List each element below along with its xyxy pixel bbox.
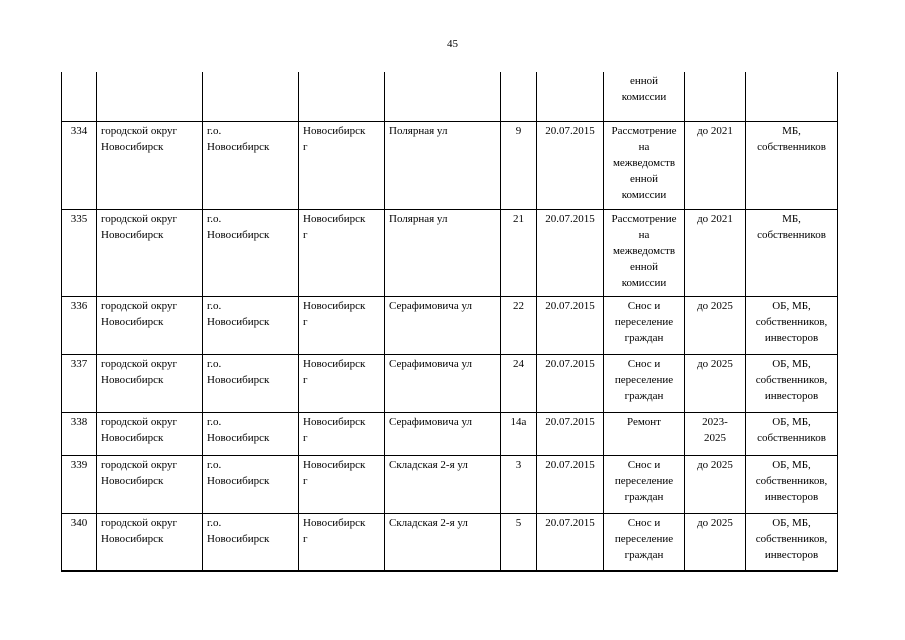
locality-line: г [303, 315, 308, 328]
cell-settlement [203, 72, 299, 121]
cell-district [97, 354, 203, 412]
cell-settlement [203, 354, 299, 412]
measure-line: комиссии [621, 276, 667, 289]
measure-line: переселение [614, 474, 674, 487]
settlement-line: г.о. [207, 357, 222, 370]
measure-line: граждан [624, 548, 664, 561]
cell-house: 21 [501, 209, 537, 296]
district-line: Новосибирск [101, 373, 164, 386]
measure-line: Снос и [627, 299, 661, 312]
district-line: городской округ [101, 212, 178, 225]
cell-measure [604, 354, 685, 412]
cell-district [97, 121, 203, 209]
cell-num: 337 [62, 354, 97, 412]
cell-district [97, 296, 203, 354]
sources-line: ОБ, МБ, [772, 357, 811, 370]
locality-line: Новосибирск [303, 415, 366, 428]
cell-measure [604, 412, 685, 455]
measure-line: на [638, 228, 650, 241]
cell-locality [299, 513, 385, 571]
locality-line: г [303, 373, 308, 386]
term-line: до 2021 [697, 124, 733, 137]
cell-locality [299, 412, 385, 455]
cell-street: Серафимовича ул [385, 412, 501, 455]
measure-line: Ремонт [626, 415, 661, 428]
locality-line: Новосибирск [303, 124, 366, 137]
table-row-continuation [62, 72, 838, 121]
measure-line: переселение [614, 373, 674, 386]
term-line: 2023- [702, 415, 728, 428]
settlement-line: г.о. [207, 415, 222, 428]
locality-line: г [303, 532, 308, 545]
measure-line: Снос и [627, 458, 661, 471]
settlement-line: г.о. [207, 516, 222, 529]
settlement-line: Новосибирск [207, 532, 270, 545]
sources-line: собственников, [755, 532, 828, 545]
table-row [62, 412, 838, 455]
cell-house: 14а [501, 412, 537, 455]
district-line: городской округ [101, 415, 178, 428]
cell-locality [299, 209, 385, 296]
table-row [62, 121, 838, 209]
sources-line: ОБ, МБ, [772, 299, 811, 312]
cell-num: 338 [62, 412, 97, 455]
sources-line: собственников, [755, 315, 828, 328]
district-line: городской округ [101, 516, 178, 529]
cell-district [97, 455, 203, 513]
settlement-line: Новосибирск [207, 140, 270, 153]
settlement-line: Новосибирск [207, 431, 270, 444]
measure-line: Снос и [627, 357, 661, 370]
sources-line: инвесторов [764, 331, 819, 344]
measure-line: енной [629, 172, 659, 185]
cell-measure [604, 72, 685, 121]
cell-settlement [203, 121, 299, 209]
cell-measure [604, 455, 685, 513]
sources-line: собственников, [755, 474, 828, 487]
term-line: до 2025 [697, 357, 733, 370]
cell-street: Полярная ул [385, 209, 501, 296]
cell-street [385, 72, 501, 121]
cell-locality [299, 121, 385, 209]
cell-locality [299, 354, 385, 412]
cell-street: Полярная ул [385, 121, 501, 209]
district-line: городской округ [101, 299, 178, 312]
sources-line: собственников, [755, 373, 828, 386]
measure-line: межведомств [612, 156, 676, 169]
cell-sources [746, 354, 838, 412]
cell-measure [604, 121, 685, 209]
sources-line: ОБ, МБ, [772, 516, 811, 529]
table-row [62, 209, 838, 296]
measure-line: граждан [624, 331, 664, 344]
measure-line: енной [629, 75, 659, 87]
sources-line: МБ, [782, 124, 801, 137]
cell-locality [299, 72, 385, 121]
cell-street: Складская 2-я ул [385, 455, 501, 513]
cell-settlement [203, 296, 299, 354]
cell-sources [746, 513, 838, 571]
term-line: до 2021 [697, 212, 733, 225]
locality-line: Новосибирск [303, 458, 366, 471]
table-row [62, 296, 838, 354]
measure-line: енной [629, 260, 659, 273]
cell-term [685, 296, 746, 354]
table-row [62, 455, 838, 513]
sources-line: инвесторов [764, 548, 819, 561]
cell-sources [746, 209, 838, 296]
district-line: Новосибирск [101, 140, 164, 153]
cell-street: Складская 2-я ул [385, 513, 501, 571]
cell-term [685, 412, 746, 455]
cell-street: Серафимовича ул [385, 354, 501, 412]
cell-locality [299, 455, 385, 513]
measure-line: Рассмотрение [611, 212, 677, 225]
settlement-line: г.о. [207, 299, 222, 312]
cell-num: 340 [62, 513, 97, 571]
cell-term [685, 209, 746, 296]
district-line: Новосибирск [101, 315, 164, 328]
cell-house: 9 [501, 121, 537, 209]
cell-sources [746, 455, 838, 513]
cell-num [62, 72, 97, 121]
cell-measure [604, 209, 685, 296]
cell-date: 20.07.2015 [537, 209, 604, 296]
locality-line: Новосибирск [303, 516, 366, 529]
measure-line: переселение [614, 532, 674, 545]
cell-num: 334 [62, 121, 97, 209]
locality-line: г [303, 474, 308, 487]
table-body [62, 72, 838, 571]
cell-district [97, 513, 203, 571]
cell-num: 339 [62, 455, 97, 513]
district-line: городской округ [101, 357, 178, 370]
cell-sources [746, 296, 838, 354]
term-line: 2025 [704, 431, 726, 444]
cell-house: 5 [501, 513, 537, 571]
cell-house: 22 [501, 296, 537, 354]
measure-line: граждан [624, 490, 664, 503]
housing-table [61, 72, 838, 572]
locality-line: Новосибирск [303, 212, 366, 225]
sources-line: ОБ, МБ, [772, 458, 811, 471]
sources-line: инвесторов [764, 490, 819, 503]
cell-settlement [203, 513, 299, 571]
cell-date: 20.07.2015 [537, 412, 604, 455]
measure-line: комиссии [621, 91, 667, 103]
cell-district [97, 72, 203, 121]
cell-num: 336 [62, 296, 97, 354]
locality-line: Новосибирск [303, 357, 366, 370]
cell-term [685, 513, 746, 571]
cell-settlement [203, 209, 299, 296]
cell-settlement [203, 412, 299, 455]
cell-sources [746, 72, 838, 121]
cell-sources [746, 412, 838, 455]
measure-line: на [638, 140, 650, 153]
cell-settlement [203, 455, 299, 513]
settlement-line: г.о. [207, 458, 222, 471]
cell-date [537, 72, 604, 121]
page-number: 45 [447, 38, 458, 50]
cell-district [97, 209, 203, 296]
settlement-line: Новосибирск [207, 228, 270, 241]
settlement-line: г.о. [207, 212, 222, 225]
sources-line: ОБ, МБ, [772, 415, 811, 428]
measure-line: переселение [614, 315, 674, 328]
district-line: Новосибирск [101, 474, 164, 487]
measure-line: комиссии [621, 188, 667, 201]
sources-line: собственников [757, 228, 826, 241]
term-line: до 2025 [697, 516, 733, 529]
cell-date: 20.07.2015 [537, 354, 604, 412]
district-line: Новосибирск [101, 532, 164, 545]
locality-line: г [303, 228, 308, 241]
term-line: до 2025 [697, 299, 733, 312]
cell-street: Серафимовича ул [385, 296, 501, 354]
locality-line: г [303, 140, 308, 153]
measure-line: Снос и [627, 516, 661, 529]
cell-sources [746, 121, 838, 209]
cell-date: 20.07.2015 [537, 513, 604, 571]
measure-line: межведомств [612, 244, 676, 257]
cell-house: 3 [501, 455, 537, 513]
cell-term [685, 455, 746, 513]
cell-measure [604, 296, 685, 354]
cell-house: 24 [501, 354, 537, 412]
cell-locality [299, 296, 385, 354]
district-line: Новосибирск [101, 431, 164, 444]
cell-term [685, 72, 746, 121]
cell-house [501, 72, 537, 121]
cell-num: 335 [62, 209, 97, 296]
settlement-line: Новосибирск [207, 373, 270, 386]
term-line: до 2025 [697, 458, 733, 471]
table-row [62, 513, 838, 571]
cell-measure [604, 513, 685, 571]
measure-line: Рассмотрение [611, 124, 677, 137]
cell-date: 20.07.2015 [537, 296, 604, 354]
locality-line: г [303, 431, 308, 444]
district-line: городской округ [101, 124, 178, 137]
sources-line: собственников [757, 140, 826, 153]
sources-line: инвесторов [764, 389, 819, 402]
settlement-line: Новосибирск [207, 474, 270, 487]
district-line: Новосибирск [101, 228, 164, 241]
cell-term [685, 354, 746, 412]
table-row [62, 354, 838, 412]
settlement-line: г.о. [207, 124, 222, 137]
cell-date: 20.07.2015 [537, 121, 604, 209]
measure-line: граждан [624, 389, 664, 402]
cell-date: 20.07.2015 [537, 455, 604, 513]
settlement-line: Новосибирск [207, 315, 270, 328]
sources-line: МБ, [782, 212, 801, 225]
sources-line: собственников [757, 431, 826, 444]
cell-district [97, 412, 203, 455]
locality-line: Новосибирск [303, 299, 366, 312]
district-line: городской округ [101, 458, 178, 471]
cell-term [685, 121, 746, 209]
